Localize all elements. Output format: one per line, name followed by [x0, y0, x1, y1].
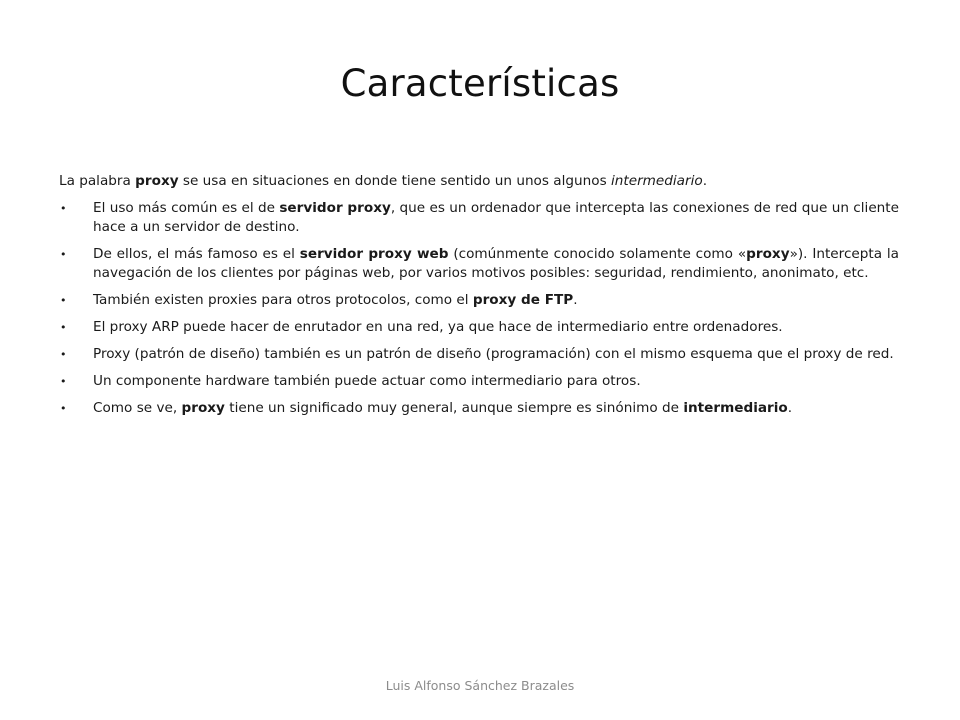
text-run: . — [702, 173, 708, 189]
bullet-item — [59, 291, 899, 310]
bullet-list — [59, 199, 899, 418]
bold-term: proxy — [135, 173, 179, 189]
bold-term: proxy — [746, 246, 790, 262]
intro-paragraph — [59, 172, 899, 191]
slide-footer: Luis Alfonso Sánchez Brazales — [385, 678, 575, 693]
text-run: . — [573, 292, 578, 308]
bullet-item — [59, 318, 899, 337]
bullet-item — [59, 245, 899, 283]
text-run: se usa en situaciones en donde tiene sentido un unos algunos — [178, 173, 611, 189]
bullet-icon: • — [60, 248, 67, 261]
text-run: . — [787, 400, 793, 416]
bullet-item — [59, 199, 899, 237]
bold-term: proxy de FTP — [472, 292, 574, 308]
text-run: De ellos, el más famoso es el — [93, 246, 300, 262]
text-run: También existen proxies para otros protocolos, como el — [93, 292, 473, 308]
bullet-icon: • — [60, 321, 67, 334]
text-run: »). Intercepta la navegación de los clientes por páginas web, por varios motivos posibles: seguridad, rendimiento, anonimato, etc. — [93, 246, 900, 281]
bullet-icon: • — [60, 348, 67, 361]
bullet-item — [59, 372, 899, 391]
text-run: Proxy (patrón de diseño) también es un patrón de diseño (programación) con el mismo esquema que el proxy de red. — [93, 346, 894, 362]
text-run: Un componente hardware también puede actuar como intermediario para otros. — [93, 373, 641, 389]
text-run: Como se ve, — [93, 400, 182, 416]
slide-title: Características — [340, 62, 620, 105]
bold-term: servidor proxy web — [299, 246, 449, 262]
text-run: , que es un ordenador que intercepta las conexiones de red que un cliente hace a un servidor de destino. — [93, 200, 899, 235]
slide-body — [59, 172, 899, 426]
text-run: El proxy ARP puede hacer de enrutador en una red, ya que hace de intermediario entre ordenadores. — [93, 319, 783, 335]
bullet-icon: • — [60, 402, 67, 415]
bullet-item — [59, 345, 899, 364]
bullet-icon: • — [60, 294, 67, 307]
text-run: La palabra — [59, 173, 136, 189]
bold-term: servidor proxy — [279, 200, 391, 216]
bullet-item — [59, 399, 899, 418]
bullet-icon: • — [60, 202, 67, 215]
text-run: El uso más común es el de — [93, 200, 280, 216]
bold-term: proxy — [181, 400, 225, 416]
italic-term: intermediario — [610, 173, 703, 189]
text-run: (comúnmente conocido solamente como « — [448, 246, 747, 262]
bullet-icon: • — [60, 375, 67, 388]
bold-term: intermediario — [683, 400, 788, 416]
text-run: tiene un significado muy general, aunque siempre es sinónimo de — [224, 400, 684, 416]
